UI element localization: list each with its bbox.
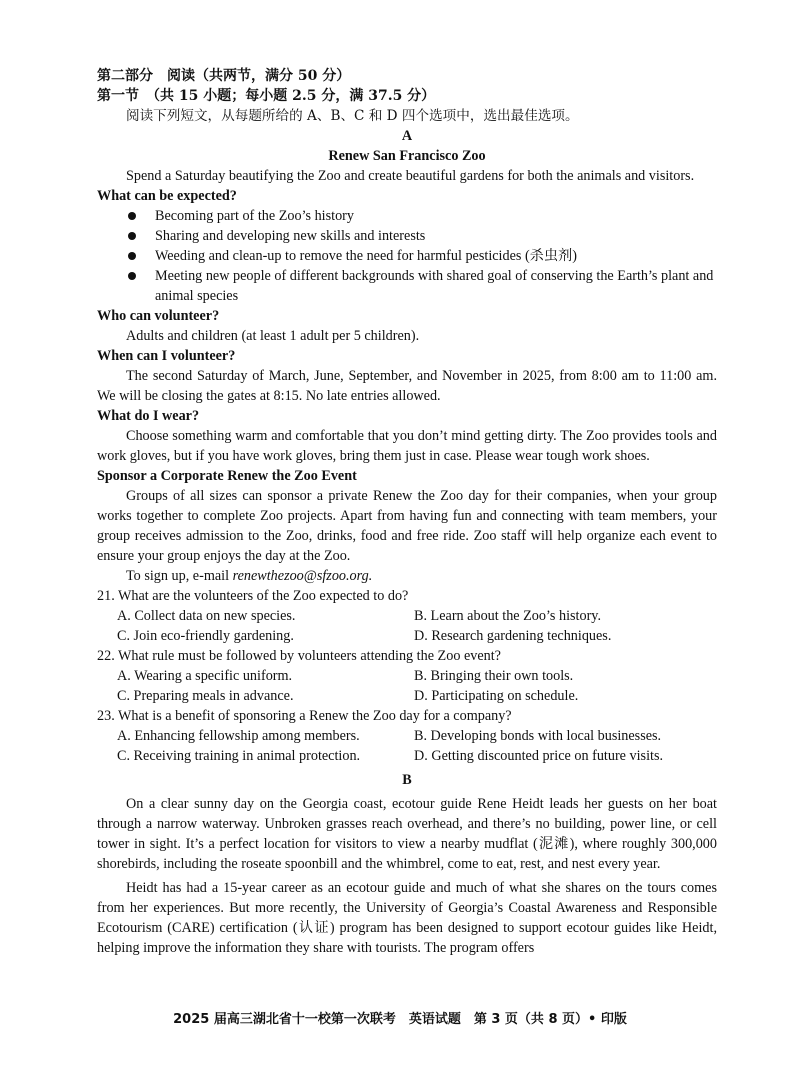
passage-b-paragraph-2: Heidt has had a 15-year career as an ecotour guide and much of what she shares on the tours comes from her experiences. But more recently, the University of Georgia’s Coastal Awareness and Responsible Ecotourism (CARE) certification (认证) program has been designed to support ecotour guides like Heidt, helping improve the information they share with tourists. The program offers (97, 880, 717, 956)
wear-text: Choose something warm and comfortable that you don’t mind getting dirty. The Zoo provides tools and work gloves, but if you have work gloves, bring them just in case. Please wear tough work shoes. (97, 428, 717, 464)
when-heading: When can I volunteer? (97, 348, 236, 364)
option-row (97, 606, 717, 626)
passage-a-letter: A (401, 128, 413, 144)
option-row (97, 626, 717, 646)
option-b: B. Learn about the Zoo’s history. (414, 608, 602, 624)
instruction-text: 阅读下列短文，从每题所给的 A、B、C 和 D 四个选项中，选出最佳选项。 (126, 108, 579, 124)
option-a: A. Collect data on new species. (117, 608, 296, 624)
question-22 (97, 646, 717, 706)
passage-a-intro: Spend a Saturday beautifying the Zoo and create beautiful gardens for both the animals and visitors. (126, 168, 695, 184)
question-21 (97, 586, 717, 646)
list-item: Meeting new people of different backgrounds with shared goal of conserving the Earth’s plant and animal species (97, 266, 717, 306)
expected-list (97, 206, 717, 306)
section-heading: 第一节 （共 15 小题；每小题 2.5 分，满 37.5 分） (97, 88, 436, 104)
passage-b-paragraph-1: On a clear sunny day on the Georgia coast, ecotour guide Rene Heidt leads her guests on her boat through a narrow waterway. Unbroken grasses reach overhead, and there’s no building, power line, or cell tower in sight. It’s a perfect location for visitors to view a nearby mudflat (泥滩), where roughly 300,000 shorebirds, including the roseate spoonbill and the whimbrel, come to eat, rest, and nest every year. (97, 796, 717, 872)
question-stem: 22. What rule must be followed by volunteers attending the Zoo event? (97, 648, 501, 664)
option-a: A. Wearing a specific uniform. (117, 668, 293, 684)
option-b: B. Bringing their own tools. (414, 668, 574, 684)
wear-heading: What do I wear? (97, 408, 200, 424)
option-a: A. Enhancing fellowship among members. (117, 728, 360, 744)
question-stem: 23. What is a benefit of sponsoring a Renew the Zoo day for a company? (97, 708, 512, 724)
sponsor-heading: Sponsor a Corporate Renew the Zoo Event (97, 468, 357, 484)
option-d: D. Participating on schedule. (414, 688, 579, 704)
signup-line (97, 566, 717, 586)
option-row (97, 666, 717, 686)
who-text: Adults and children (at least 1 adult per 5 children). (126, 328, 420, 344)
who-heading: Who can volunteer? (97, 308, 220, 324)
option-row (97, 686, 717, 706)
question-stem: 21. What are the volunteers of the Zoo expected to do? (97, 588, 409, 604)
signup-email: renewthezoo@sfzoo.org. (232, 568, 373, 584)
option-c: C. Receiving training in animal protection. (117, 748, 361, 764)
passage-a-title: Renew San Francisco Zoo (328, 148, 486, 164)
signup-prefix: To sign up, e-mail (126, 568, 233, 584)
question-23 (97, 706, 717, 766)
option-row (97, 726, 717, 746)
when-text: The second Saturday of March, June, September, and November in 2025, from 8:00 am to 11:00 am. We will be closing the gates at 8:15. No late entries allowed. (97, 368, 717, 404)
part-heading: 第二部分 阅读（共两节，满分 50 分） (97, 68, 351, 84)
list-item: Weeding and clean-up to remove the need for harmful pesticides (杀虫剂) (97, 246, 717, 266)
option-d: D. Getting discounted price on future visits. (414, 748, 664, 764)
expected-heading: What can be expected? (97, 188, 237, 204)
list-item: Sharing and developing new skills and interests (97, 226, 717, 246)
option-c: C. Preparing meals in advance. (117, 688, 294, 704)
page-footer: 2025 届高三湖北省十一校第一次联考 英语试题 第 3 页（共 8 页）• 印版 (173, 1012, 627, 1027)
list-item: Becoming part of the Zoo’s history (97, 206, 717, 226)
page-content (97, 66, 717, 958)
option-b: B. Developing bonds with local businesses. (414, 728, 662, 744)
passage-b-letter: B (402, 772, 412, 788)
option-c: C. Join eco-friendly gardening. (117, 628, 294, 644)
option-row (97, 746, 717, 766)
sponsor-text: Groups of all sizes can sponsor a private Renew the Zoo day for their companies, when your group works together to complete Zoo projects. Apart from having fun and connecting with team members, your group receives admission to the Zoo, drinks, food and free ride. Zoo staff will help organize each event to ensure your group enjoys the day at the Zoo. (97, 488, 717, 564)
option-d: D. Research gardening techniques. (414, 628, 612, 644)
